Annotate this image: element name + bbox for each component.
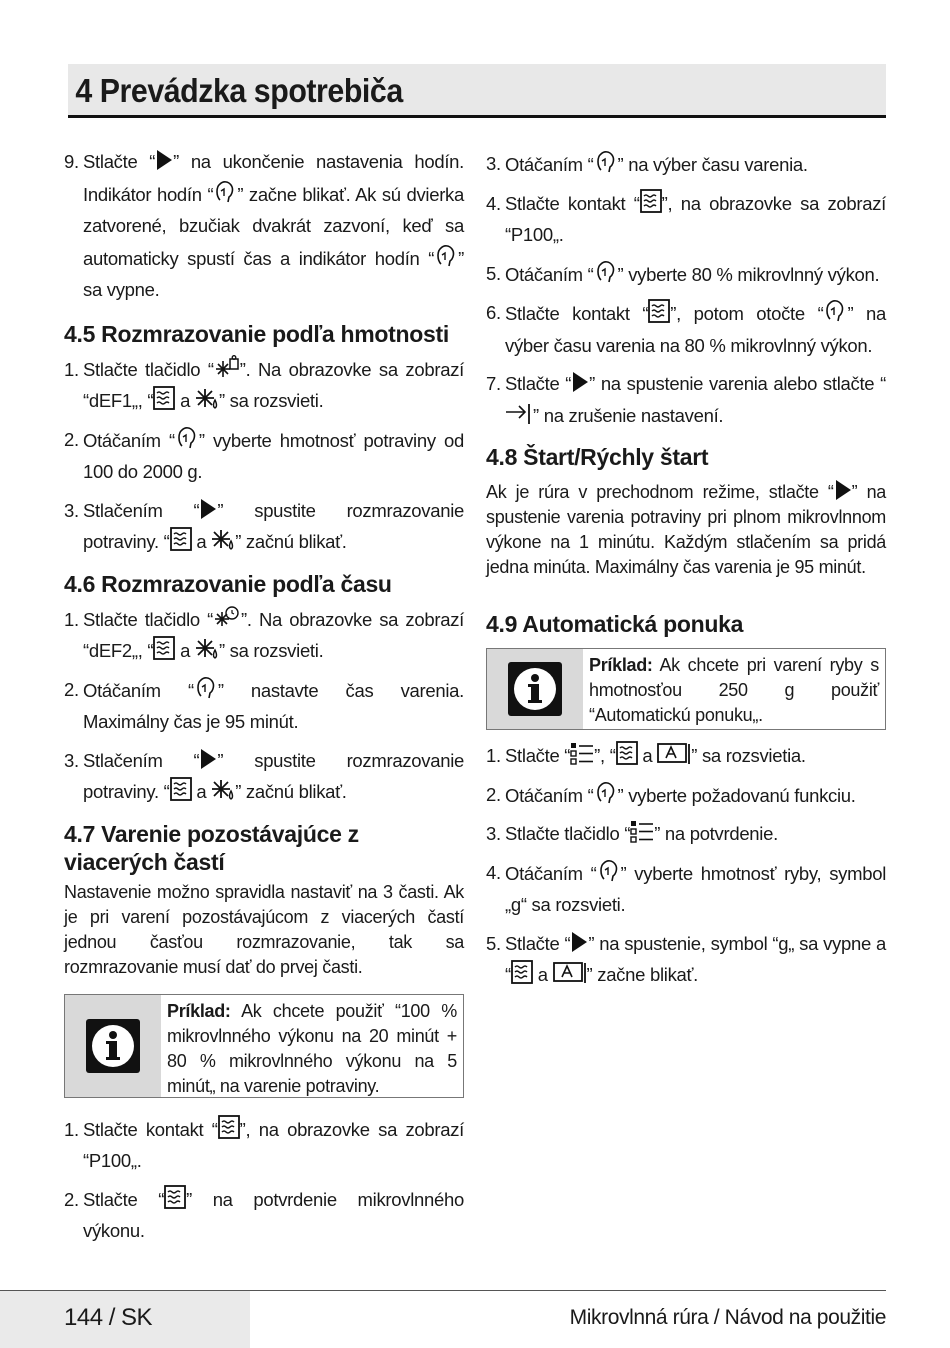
section-4-5-title: 4.5 Rozmrazovanie podľa hmotnosti <box>64 320 449 347</box>
start-icon <box>571 371 589 393</box>
list-item: 7. Stlačte “ ” na spustenie varenia alebo stlačte “” na zrušenie nastavení. <box>486 373 886 426</box>
page-footer <box>0 1290 950 1348</box>
list-item: 2. Otáčaním “ ” nastavte čas varenia. Maximálny čas je 95 minút. <box>64 674 464 738</box>
microwave-icon <box>640 189 662 213</box>
microwave-icon <box>153 636 175 660</box>
knob-icon <box>194 674 218 700</box>
cancel-arrow-icon <box>505 403 533 425</box>
right-column <box>486 148 886 998</box>
list-item: 2. Stlačte “ ” na potvrdenie mikrovlnného výkonu. <box>64 1184 464 1247</box>
microwave-icon <box>511 960 533 984</box>
microwave-icon <box>153 386 175 410</box>
info-icon <box>84 1017 142 1075</box>
page-header <box>68 64 886 118</box>
list-item: 3. Stlačením “ ” spustite rozmrazovanie potraviny. “ a ” začnú blikať. <box>64 499 464 552</box>
defrost-icon <box>211 529 235 551</box>
page-number: 144 / SK <box>64 1304 153 1331</box>
knob-icon <box>594 258 618 284</box>
section-4-7-body: Nastavenie možno spravidla nastaviť na 3 časti. Ak je pri varení pozostávajúcom z viacerých častí jednou časťou rozmrazovanie, tak sa rozmrazovanie musí dať do prvej časti. <box>64 881 464 977</box>
section-4-8-title: 4.8 Štart/Rýchly štart <box>486 444 709 470</box>
defrost-weight-icon <box>214 355 240 379</box>
footer-divider <box>250 1290 886 1291</box>
microwave-icon <box>616 741 638 765</box>
start-icon <box>570 931 588 953</box>
s47-steps-cont <box>486 148 886 431</box>
defrost-time-icon <box>213 605 241 629</box>
note-text: Príklad: Ak chcete pri varení ryby s hmotnosťou 250 g použiť “Automatickú ponuku„. <box>589 655 879 725</box>
note-icon-box <box>487 649 583 729</box>
menu-icon <box>630 819 654 843</box>
knob-icon <box>597 857 621 883</box>
knob-icon <box>175 424 199 450</box>
defrost-icon <box>195 638 219 660</box>
list-item: 3. Otáčaním “ ” na výber času varenia. <box>486 148 886 181</box>
list-item: 1. Stlačte tlačidlo “ ”. Na obrazovke sa zobrazí “dEF1„, “ a ” sa rozsvieti. <box>64 354 464 417</box>
s49-steps <box>486 740 886 991</box>
list-item: 2. Otáčaním “ ” vyberte hmotnosť potraviny od 100 do 2000 g. <box>64 424 464 488</box>
section-4-7-title: 4.7 Varenie pozostávajúce z viacerých častí <box>64 820 359 875</box>
example-note <box>64 994 464 1098</box>
example-note <box>486 648 886 730</box>
footer-title: Mikrovlnná rúra / Návod na použitie <box>569 1306 886 1329</box>
list-item: 6. Stlačte kontakt “ ”, potom otočte “ ” na výber času varenia na 80 % mikrovlnný výkon. <box>486 297 886 361</box>
menu-icon <box>570 741 594 765</box>
list-item: 4. Otáčaním “ ” vyberte hmotnosť ryby, symbol „g“ sa rozsvieti. <box>486 857 886 921</box>
note-text: Príklad: Ak chcete použiť “100 % mikrovlnného výkonu na 20 minút + 80 % mikrovlnného výkonu na 5 minút„ na varenie potraviny. <box>167 1000 457 1096</box>
s47-steps <box>64 1114 464 1247</box>
section-4-9-title: 4.9 Automatická ponuka <box>486 611 744 637</box>
list-item: 9. Stlačte “ ” na ukončenie nastavenia hodín. Indikátor hodín “ ” začne blikať. Ak sú dvierka zatvorené, bzučiak dvakrát zazvoní, keď sa automaticky spustí čas a indikátor hodín “ ” sa vypne. <box>64 151 464 300</box>
knob-icon <box>213 178 237 204</box>
microwave-icon <box>648 299 670 323</box>
knob-icon <box>594 148 618 174</box>
list-item: 1. Stlačte “ ”, “ a ” sa rozsvietia. <box>486 740 886 772</box>
list-item: 1. Stlačte tlačidlo “ ”. Na obrazovke sa zobrazí “dEF2„, “ a ” sa rozsvieti. <box>64 604 464 667</box>
knob-icon <box>594 779 618 805</box>
start-icon <box>199 498 217 520</box>
left-column <box>64 146 464 1254</box>
chapter-title: 4 Prevádzka spotrebiča <box>75 72 403 109</box>
list-item: 5. Stlačte “ ” na spustenie, symbol “g„ sa vypne a “ a ” začne blikať. <box>486 932 886 985</box>
list-item: 1. Stlačte kontakt “ ”, na obrazovke sa zobrazí “P100„. <box>64 1114 464 1177</box>
microwave-icon <box>218 1115 240 1139</box>
microwave-icon <box>164 1185 186 1209</box>
list-item: 4. Stlačte kontakt “ ”, na obrazovke sa zobrazí “P100„. <box>486 188 886 251</box>
knob-icon <box>434 242 458 268</box>
list-item: 3. Stlačte tlačidlo “ ” na potvrdenie. <box>486 818 886 850</box>
defrost-icon <box>195 388 219 410</box>
knob-icon <box>823 297 847 323</box>
section-4-8-body: Ak je rúra v prechodnom režime, stlačte “ ” na spustenie varenia potraviny pri plnom mikrovlnnom výkone na 1 minútu. Každým stlačením sa pridá jedna minúta. Maximálny čas varenia je 95 minút. <box>486 479 886 580</box>
auto-menu-icon <box>553 962 587 984</box>
defrost-icon <box>211 779 235 801</box>
s45-steps <box>64 354 464 558</box>
s46-steps <box>64 604 464 808</box>
list-item: 2. Otáčaním “ ” vyberte požadovanú funkciu. <box>486 779 886 812</box>
note-icon-box <box>65 995 161 1097</box>
start-icon <box>199 748 217 770</box>
info-icon <box>506 660 564 718</box>
start-icon <box>155 149 173 171</box>
section-4-6-title: 4.6 Rozmrazovanie podľa času <box>64 570 392 597</box>
microwave-icon <box>170 527 192 551</box>
microwave-icon <box>170 777 192 801</box>
clock-steps <box>64 146 464 306</box>
start-icon <box>834 479 852 501</box>
list-item: 5. Otáčaním “ ” vyberte 80 % mikrovlnný výkon. <box>486 258 886 291</box>
auto-menu-icon <box>657 743 691 765</box>
list-item: 3. Stlačením “ ” spustite rozmrazovanie potraviny. “ a ” začnú blikať. <box>64 749 464 802</box>
